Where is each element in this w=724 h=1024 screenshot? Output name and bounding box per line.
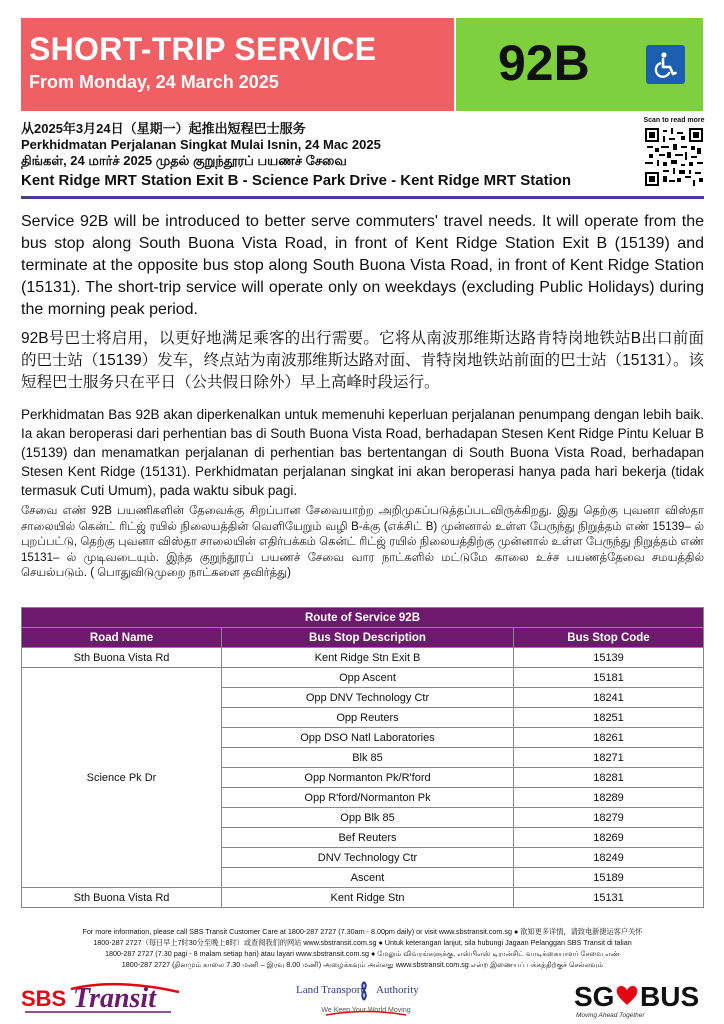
description-english: Service 92B will be introduced to better serve commuters' travel needs. It will operate from the bus stop along South Buona Vista Road, in front of Kent Ridge Station Exit B (15139) and terminate at the opposite bus stop along South Buona Vista Road, in front of Kent Ridge Station (15131). The short-trip service will operate only on weekdays (excluding Public Holidays) during the morning peak period.	[21, 213, 704, 318]
route-number-panel	[456, 18, 703, 111]
header-divider	[21, 196, 704, 199]
sbs-logo-word: Transit	[73, 983, 156, 1014]
heading-tamil: திங்கள், 24 மார்ச் 2025 முதல் குறுந்தூரப் பயணச் சேவை	[21, 153, 347, 168]
stop-description: Opp Reuters	[222, 708, 514, 728]
effective-date: From Monday, 24 March 2025	[29, 72, 279, 92]
stop-code: 18271	[514, 748, 704, 768]
road-name: Sth Buona Vista Rd	[22, 648, 222, 668]
stop-description: Opp DSO Natl Laboratories	[222, 728, 514, 748]
qr-code[interactable]	[645, 128, 703, 186]
column-header-code: Bus Stop Code	[514, 628, 704, 648]
table-row	[22, 648, 704, 668]
sbs-logo-prefix: SBS	[21, 986, 67, 1011]
stop-code: 18241	[514, 688, 704, 708]
route-number: 92B	[498, 35, 590, 91]
stop-code: 18279	[514, 808, 704, 828]
description-malay: Perkhidmatan Bas 92B akan diperkenalkan untuk memenuhi keperluan perjalanan penumpang dengan lebih baik. Ia akan beroperasi dari perhentian bas di South Buona Vista Road, berhadapan Stesen Kent Ridge Pintu Keluar B (15139) dan menamatkan perjalanan di perhentian bas bertentangan di South Buona Vista Road, berhadapan Stesen Kent Ridge (15131). Perkhidmatan perjalanan singkat ini akan beroperasi hanya pada hari bekerja (tidak termasuk Cuti Umum), pada waktu sibuk pagi.	[21, 407, 704, 498]
road-name: Sth Buona Vista Rd	[22, 888, 222, 908]
route-table	[21, 607, 704, 908]
page-title: SHORT-TRIP SERVICE	[29, 31, 377, 67]
heart-icon	[617, 986, 638, 1005]
stop-code: 18261	[514, 728, 704, 748]
stop-description: Opp R'ford/Normanton Pk	[222, 788, 514, 808]
stop-description: Opp Normanton Pk/R'ford	[222, 768, 514, 788]
table-row	[22, 888, 704, 908]
stop-description: Opp DNV Technology Ctr	[222, 688, 514, 708]
stop-description: DNV Technology Ctr	[222, 848, 514, 868]
sgbus-logo	[574, 980, 706, 1020]
description-tamil: சேவை எண் 92B பயணிகளின் தேவைக்கு சிறப்பான சேவையாற்ற அறிமுகப்படுத்தப்படவிருக்கிறது. இது தெற்கு புவனா விஸ்தா சாலையில் கென்ட் ரிட்ஜ் ரயில் நிலையத்தின் வெளியேறும் வழி B-க்கு (எக்சிட் B) முன்னால் உள்ள பேருந்து நிறுத்தம் எண் 15139– ல் புறப்பட்டு, தெற்கு புவனா விஸ்தா சாலையின் எதிர்பக்கம் கென்ட் ரிட்ஜ் ரயில் நிலையத்திற்கு முன்னால் உள்ள பேருந்து நிறுத்தம் எண் 15131– ல் முடிவடையும். இந்த குறுந்தூரப் பயணச் சேவை வார நாட்களில் மட்டுமே காலை உச்ச பயணத்தேவை சமயத்தில் செயல்படும். ( பொதுவிடுமுறை நாட்களை தவிர்த்து)	[21, 505, 704, 579]
stop-description: Opp Ascent	[222, 668, 514, 688]
stop-description: Opp Blk 85	[222, 808, 514, 828]
stop-description: Ascent	[222, 868, 514, 888]
qr-label: Scan to read more	[643, 117, 705, 124]
multilingual-heading	[21, 121, 641, 189]
lta-logo	[296, 978, 436, 1018]
stop-code: 18251	[514, 708, 704, 728]
column-header-road: Road Name	[22, 628, 222, 648]
footer-contact-info	[21, 926, 704, 970]
lta-name-line1: Land Transport	[296, 984, 364, 996]
heading-chinese: 从2025年3月24日（星期一）起推出短程巴士服务	[21, 121, 306, 136]
wheelchair-accessible-icon	[646, 45, 685, 84]
footer-line: For more information, please call SBS Transit Customer Care at 1800-287 2727 (7.30am - 8.00pm daily) or visit www.sbstransit.com.sg ● 欲知更多详情，请致电新捷运客户关怀	[82, 927, 643, 936]
road-name: Science Pk Dr	[22, 668, 222, 888]
stop-code: 18281	[514, 768, 704, 788]
route-summary: Kent Ridge MRT Station Exit B - Science Park Drive - Kent Ridge MRT Station	[21, 172, 572, 189]
stop-code: 15131	[514, 888, 704, 908]
description-chinese: 92B号巴士将启用，以更好地满足乘客的出行需要。它将从南波那维斯达路肯特岗地铁站B出口前面的巴士站（15139）发车，终点站为南波那维斯达路对面、肯特岗地铁站前面的巴士站（15131）。该短程巴士服务只在平日（公共假日除外）早上高峰时段运行。	[21, 330, 704, 391]
stop-description: Kent Ridge Stn	[222, 888, 514, 908]
stop-code: 15189	[514, 868, 704, 888]
footer-line: 1800-287 2727 (7.30 pagi - 8 malam setiap hari) atau layari www.sbstransit.com.sg ● மேலும் விவரங்களுக்கு, எஸ்பிஎஸ் டிரான்சிட் வாடிக்கையாளர் சேவை எண்	[104, 949, 621, 958]
stop-code: 18289	[514, 788, 704, 808]
lta-name-line2: Authority	[376, 984, 419, 996]
footer-line: 1800-287 2727 (தினமும் காலை 7.30 மணி – இரவு 8.00 மணி) அழைக்கவும் அல்லது www.sbstransit.com.sg என்ற இணையப் பக்கத்திற்குச் செல்லவும்	[121, 960, 604, 969]
table-title: Route of Service 92B	[22, 608, 704, 628]
lta-tagline: We Keep Your World Moving	[321, 1007, 411, 1014]
stop-description: Bef Reuters	[222, 828, 514, 848]
stop-code: 15181	[514, 668, 704, 688]
stop-description: Blk 85	[222, 748, 514, 768]
table-row	[22, 668, 704, 688]
footer-line: 1800-287 2727（每日早上7时30分至晚上8时）或查阅我们的网站 www.sbstransit.com.sg ● Untuk keterangan lanjut, sila hubungi Jagaan Pelanggan SBS Transit di talian	[93, 938, 632, 947]
sgbus-tagline: Moving Ahead Together	[576, 1012, 645, 1019]
sbs-transit-logo	[21, 980, 191, 1016]
stop-code: 18269	[514, 828, 704, 848]
stop-code: 15139	[514, 648, 704, 668]
stop-description: Kent Ridge Stn Exit B	[222, 648, 514, 668]
sgbus-logo-prefix: SG	[574, 981, 615, 1012]
sgbus-logo-suffix: BUS	[640, 981, 700, 1012]
heading-malay: Perkhidmatan Perjalanan Singkat Mulai Isnin, 24 Mac 2025	[21, 137, 381, 152]
header-banner	[21, 18, 454, 111]
stop-code: 18249	[514, 848, 704, 868]
column-header-stop: Bus Stop Description	[222, 628, 514, 648]
